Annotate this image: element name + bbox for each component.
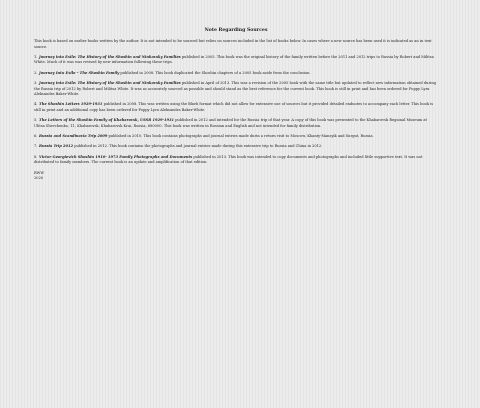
entry-title: The Letters of the Shoshin Family of Khabarovsk, USSR 1929-1931 [39, 118, 174, 123]
signature-year: 2020 [34, 176, 44, 181]
entry-number: 3. [34, 81, 38, 86]
entry-text: published in 2013. This book was intended to copy documents and photographs and included little supportive text. It was not distributed to family members. The current book is an update and amplification of that edition. [34, 154, 423, 165]
signature-block [34, 171, 438, 182]
source-entry [34, 134, 438, 139]
source-entry [34, 55, 438, 66]
source-entry [34, 81, 438, 97]
entry-number: 1. [34, 55, 38, 60]
entry-title: Russia Trip 2012 [39, 144, 74, 149]
intro-paragraph: This book is based on earlier books written by the author. It is not intended to be sourced but relies on sources included in the list of books below. In cases where a new source has been used it is indicated as an in text source. [34, 39, 432, 49]
page-title: Note Regarding Sources [204, 28, 268, 33]
entry-title: Victor Georgievich Shoshin 1910- 1973 Family Photographs and Documents [39, 154, 193, 159]
entry-number: 8. [34, 154, 38, 159]
entry-number: 6. [34, 133, 38, 138]
entry-text: published in April of 2013. This was a revision of the 2005 book with the same title but updated to reflect new information obtained during the Russia trip of 2012 by Robert and Militsa White. It was as accurately sourced as possible and should stand as the best reference for the current book. This book is still in print and has been ordered for Poppy Lyra Aleksandra Baker-White. [34, 81, 436, 96]
entry-text: published in 2012. This book contains the photographs and journal entries made during this extensive trip to Russia and China in 2012. [73, 144, 323, 149]
sources-note-page [34, 28, 438, 181]
author-initials: RWW [34, 170, 45, 175]
entry-title: The Shoshin Letters 1929-1931 [39, 102, 103, 107]
source-entry [34, 71, 438, 76]
entry-text: published in 2010. This book contains photographs and journal entries made durin a return visit to Moscow, Khanty-Mansyik and Surgut, Russia. [107, 133, 374, 138]
entry-number: 7. [34, 144, 38, 149]
entry-title: Journey into Exile: The History of the Shoshin and Ninkovsky Families [39, 81, 181, 86]
source-entry [34, 144, 438, 149]
source-entry [34, 118, 438, 129]
entry-number: 2. [34, 70, 38, 75]
entry-text: published in 2008. This was written using the Blurb format which did not allow for extensive use of sources but it provided detailed endnotes to accompany each letter. This book is still in print and an additional copy has been ordered for Poppy Lyra Aleksandra Baker-White. [34, 102, 434, 112]
entry-text: published in 2008. This book duplicated the Shoshin chapters of a 2005 book aside from the conclusion. [119, 70, 311, 75]
entry-title: Russia and Scandinavia Trip 2009 [39, 133, 108, 138]
entry-text: published in 2005. This book was the original history of the family written before the 2011 and 2012 trips to Russia by Robert and Militsa White. Much of it was was revised by new information following these trips. [34, 55, 434, 65]
entry-title: Journey Into Exile – The Shoshin Family [39, 70, 120, 75]
entry-text: published in 2012 and intended for the Russia trip of that year. A copy of this book was presented to the Khabarovsk Regional Museum at Ulitsa Shevchenko, 11, Khabarovsk, Khabarovsk Krai, Russia, 680000. This book was written in Russian and English and not intended for family distribution. [34, 118, 427, 128]
source-entry [34, 102, 438, 113]
source-entry [34, 155, 438, 166]
entry-number: 5. [34, 118, 38, 123]
entry-number: 4. [34, 102, 38, 107]
entry-title: Journey into Exile: The History of the Shoshin and Ninkovsky Families [39, 55, 181, 60]
